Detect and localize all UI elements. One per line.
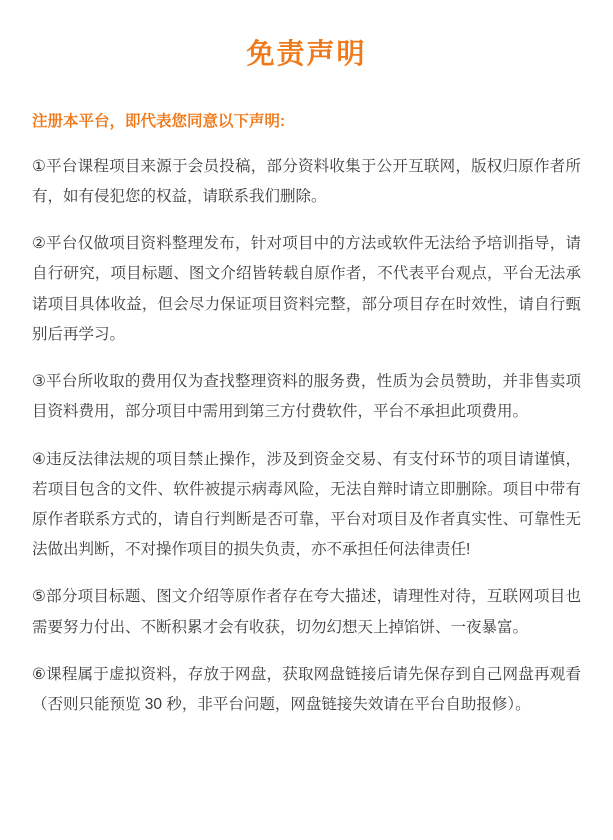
clause-list [32, 152, 581, 721]
page-title: 免责声明 [246, 38, 367, 69]
clause-item: ③平台所收取的费用仅为查找整理资料的服务费，性质为会员赞助，并非售卖项目资料费用，部分项目中需用到第三方付费软件，平台不承担此项费用。 [32, 373, 581, 421]
clause-item: ⑥课程属于虚拟资料，存放于网盘，获取网盘链接后请先保存到自己网盘再观看（否则只能预览 30 秒，非平台问题，网盘链接失效请在平台自助报修）。 [32, 665, 581, 714]
clause-item: ①平台课程项目来源于会员投稿，部分资料收集于公开互联网，版权归原作者所有，如有侵犯您的权益，请联系我们删除。 [32, 157, 581, 206]
clause-item: ⑤部分项目标题、图文介绍等原作者存在夸大描述，请理性对待，互联网项目也需要努力付出、不断积累才会有收获，切勿幻想天上掉馅饼、一夜暴富。 [32, 588, 581, 636]
intro-statement: 注册本平台，即代表您同意以下声明: [32, 113, 286, 130]
clause-item: ②平台仅做项目资料整理发布，针对项目中的方法或软件无法给予培训指导，请自行研究，项目标题、图文介绍皆转载自原作者，不代表平台观点，平台无法承诺项目具体收益，但会尽力保证项目资料完整，部分项目存在时效性，请自行甄别后再学习。 [32, 235, 581, 343]
clause-item: ④违反法律法规的项目禁止操作，涉及到资金交易、有支付环节的项目请谨慎，若项目包含的文件、软件被提示病毒风险，无法自辩时请立即删除。项目中带有原作者联系方式的，请自行判断是否可靠，平台对项目及作者真实性、可靠性无法做出判断，不对操作项目的损失负责，亦不承担任何法律责任! [32, 450, 581, 559]
